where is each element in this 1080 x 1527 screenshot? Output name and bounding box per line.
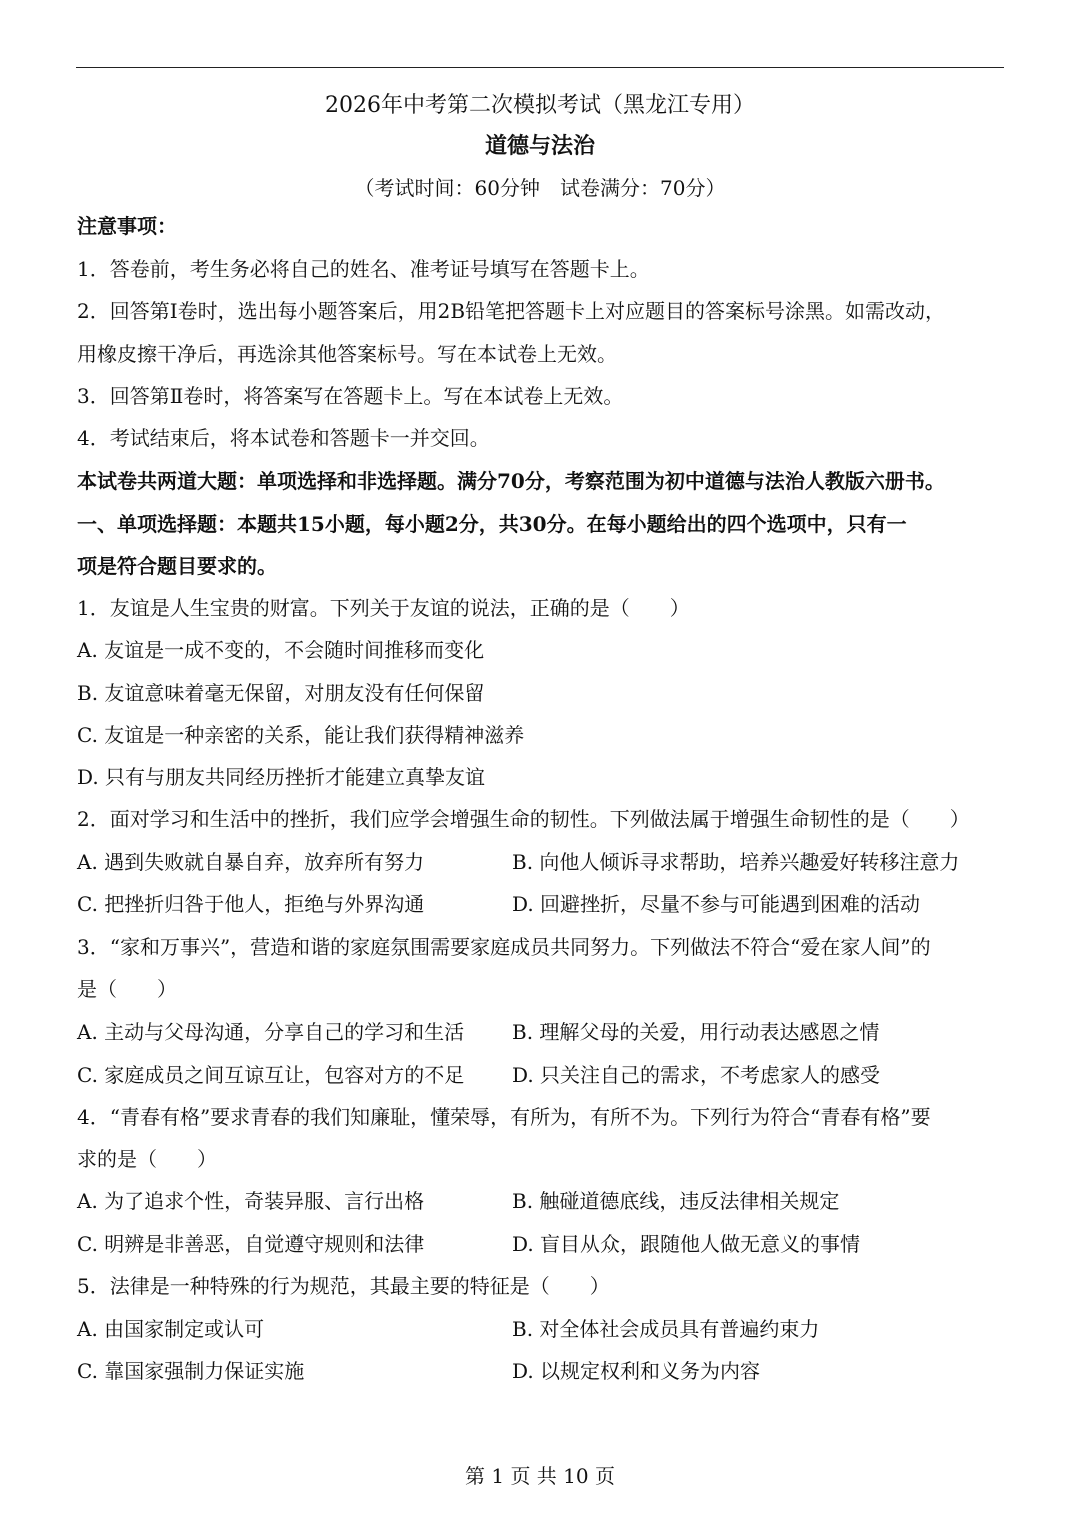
question-stem-cont: 求的是（ ） xyxy=(77,1147,217,1171)
section-heading: 项是符合题目要求的。 xyxy=(77,554,277,578)
question-stem: 5．法律是一种特殊的行为规范，其最主要的特征是（ ） xyxy=(77,1274,610,1298)
option-a: A. 为了追求个性，奇装异服、言行出格 xyxy=(77,1189,425,1213)
option-b: B. 友谊意味着毫无保留，对朋友没有任何保留 xyxy=(77,681,485,705)
option-c: C. 友谊是一种亲密的关系，能让我们获得精神滋养 xyxy=(77,723,525,747)
notice-heading: 注意事项： xyxy=(77,214,177,238)
exam-summary: 本试卷共两道大题：单项选择和非选择题。满分70分，考察范围为初中道德与法治人教版六册书。 xyxy=(77,469,945,493)
notice-item: 用橡皮擦干净后，再选涂其他答案标号。写在本试卷上无效。 xyxy=(77,342,617,366)
option-a: A. 主动与父母沟通，分享自己的学习和生活 xyxy=(77,1020,465,1044)
option-b: B. 理解父母的关爱，用行动表达感恩之情 xyxy=(512,1020,880,1044)
exam-info: （考试时间：60分钟 试卷满分：70分） xyxy=(354,176,726,200)
question-stem: 1．友谊是人生宝贵的财富。下列关于友谊的说法，正确的是（ ） xyxy=(77,596,690,620)
option-d: D. 只有与朋友共同经历挫折才能建立真挚友谊 xyxy=(77,765,486,789)
section-heading: 一、单项选择题：本题共15小题，每小题2分，共30分。在每小题给出的四个选项中，只有一 xyxy=(77,512,907,536)
option-c: C. 家庭成员之间互谅互让，包容对方的不足 xyxy=(77,1063,465,1087)
option-d: D. 只关注自己的需求，不考虑家人的感受 xyxy=(512,1063,881,1087)
notice-item: 2．回答第Ⅰ卷时，选出每小题答案后，用2B铅笔把答题卡上对应题目的答案标号涂黑。如需改动， xyxy=(77,299,946,323)
question-stem: 2．面对学习和生活中的挫折，我们应学会增强生命的韧性。下列做法属于增强生命韧性的是（ ） xyxy=(77,807,970,831)
option-a: A. 由国家制定或认可 xyxy=(77,1317,265,1341)
option-c: C. 把挫折归咎于他人，拒绝与外界沟通 xyxy=(77,892,425,916)
option-c: C. 靠国家强制力保证实施 xyxy=(77,1359,305,1383)
question-stem: 4．“青春有格”要求青春的我们知廉耻，懂荣辱，有所为，有所不为。下列行为符合“青春有格”要 xyxy=(77,1105,931,1129)
subject-title: 道德与法治 xyxy=(484,133,595,159)
notice-item: 4．考试结束后，将本试卷和答题卡一并交回。 xyxy=(77,426,490,450)
option-a: A. 遇到失败就自暴自弃，放弃所有努力 xyxy=(77,850,425,874)
option-a: A. 友谊是一成不变的，不会随时间推移而变化 xyxy=(77,638,485,662)
option-b: B. 触碰道德底线，违反法律相关规定 xyxy=(512,1189,840,1213)
question-stem-cont: 是（ ） xyxy=(77,977,177,1001)
header-rule xyxy=(76,67,1004,68)
notice-item: 1．答卷前，考生务必将自己的姓名、准考证号填写在答题卡上。 xyxy=(77,257,650,281)
option-c: C. 明辨是非善恶，自觉遵守规则和法律 xyxy=(77,1232,425,1256)
page-number: 第 1 页 共 10 页 xyxy=(465,1464,615,1488)
option-d: D. 以规定权利和义务为内容 xyxy=(512,1359,761,1383)
option-d: D. 回避挫折，尽量不参与可能遇到困难的活动 xyxy=(512,892,921,916)
option-b: B. 对全体社会成员具有普遍约束力 xyxy=(512,1317,820,1341)
notice-item: 3．回答第Ⅱ卷时，将答案写在答题卡上。写在本试卷上无效。 xyxy=(77,384,624,408)
option-d: D. 盲目从众，跟随他人做无意义的事情 xyxy=(512,1232,861,1256)
question-stem: 3．“家和万事兴”，营造和谐的家庭氛围需要家庭成员共同努力。下列做法不符合“爱在家人间”的 xyxy=(77,935,931,959)
exam-title: 2026年中考第二次模拟考试（黑龙江专用） xyxy=(325,93,755,118)
option-b: B. 向他人倾诉寻求帮助，培养兴趣爱好转移注意力 xyxy=(512,850,960,874)
